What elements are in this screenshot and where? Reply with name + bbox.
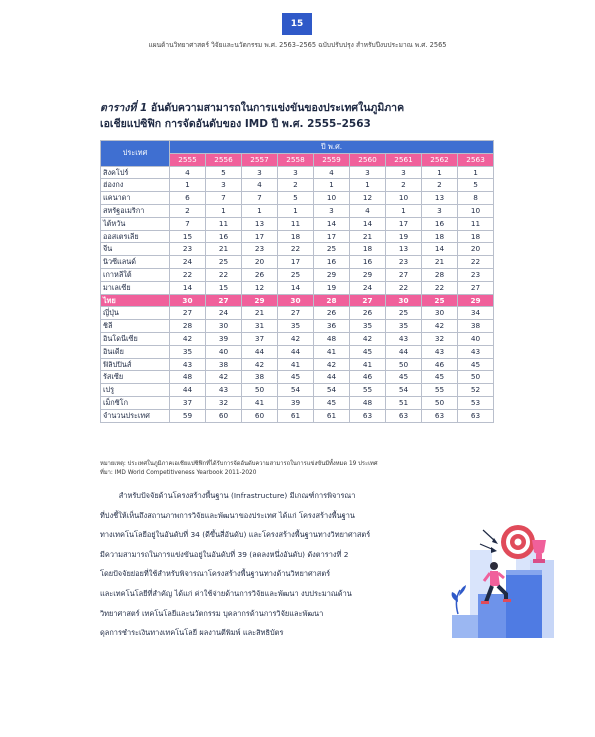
year-header: 2557 <box>242 153 278 166</box>
rank-cell: 26 <box>314 307 350 320</box>
rank-cell: 3 <box>278 166 314 179</box>
table-row <box>101 179 494 192</box>
table-row <box>101 217 494 230</box>
rank-cell: 27 <box>386 268 422 281</box>
rank-cell: 17 <box>314 230 350 243</box>
country-cell: อินโดนีเซีย <box>101 332 170 345</box>
rank-cell: 29 <box>242 294 278 307</box>
year-header: 2556 <box>206 153 242 166</box>
rank-cell: 27 <box>278 307 314 320</box>
rank-cell: 14 <box>422 243 458 256</box>
progress-illustration <box>450 490 560 638</box>
body-line: ที่บ่งชี้ให้เห็นถึงสถานภาพการวิจัยและพัฒนาของประเทศ ได้แก่ โครงสร้างพื้นฐาน <box>100 510 355 520</box>
rank-cell: 43 <box>170 358 206 371</box>
rank-cell: 23 <box>242 243 278 256</box>
rank-cell: 14 <box>350 217 386 230</box>
rank-cell: 38 <box>458 320 494 333</box>
body-line: สำหรับปัจจัยด้านโครงสร้างพื้นฐาน (Infrastructure) มีเกณฑ์การพิจารณา <box>100 491 356 500</box>
rank-cell: 1 <box>458 166 494 179</box>
rank-cell: 21 <box>350 230 386 243</box>
rank-cell: 22 <box>386 281 422 294</box>
table-row <box>101 230 494 243</box>
rank-cell: 61 <box>278 409 314 422</box>
rank-cell: 63 <box>350 409 386 422</box>
year-header: 2559 <box>314 153 350 166</box>
rank-cell: 23 <box>170 243 206 256</box>
step-side <box>506 570 542 575</box>
country-cell: ฟิลิปปินส์ <box>101 358 170 371</box>
rank-cell: 11 <box>458 217 494 230</box>
rank-cell: 35 <box>170 345 206 358</box>
rank-cell: 54 <box>278 384 314 397</box>
running-header: แผนด้านวิทยาศาสตร์ วิจัยและนวัตกรรม พ.ศ. 2563–2565 ฉบับปรับปรุง สำหรับปีงบประมาณ พ.ศ. 2565 <box>148 41 447 49</box>
table-row <box>101 166 494 179</box>
country-cell: จำนวนประเทศ <box>101 409 170 422</box>
country-cell: ออสเตรเลีย <box>101 230 170 243</box>
rank-cell: 12 <box>242 281 278 294</box>
rank-cell: 20 <box>242 256 278 269</box>
country-cell: ฮ่องกง <box>101 179 170 192</box>
rank-cell: 55 <box>422 384 458 397</box>
rank-cell: 44 <box>278 345 314 358</box>
rank-cell: 42 <box>422 320 458 333</box>
rank-cell: 24 <box>170 256 206 269</box>
rank-cell: 48 <box>350 396 386 409</box>
rank-cell: 10 <box>314 192 350 205</box>
rank-cell: 22 <box>206 268 242 281</box>
rank-cell: 1 <box>242 204 278 217</box>
rank-cell: 54 <box>386 384 422 397</box>
rank-cell: 25 <box>206 256 242 269</box>
rank-cell: 43 <box>386 332 422 345</box>
rank-cell: 1 <box>386 204 422 217</box>
rank-cell: 19 <box>314 281 350 294</box>
rank-cell: 3 <box>242 166 278 179</box>
rank-cell: 55 <box>350 384 386 397</box>
rank-cell: 18 <box>350 243 386 256</box>
table-row <box>101 294 494 307</box>
year-header: 2561 <box>386 153 422 166</box>
table-row <box>101 409 494 422</box>
rank-cell: 27 <box>170 307 206 320</box>
rank-cell: 53 <box>458 396 494 409</box>
rank-cell: 39 <box>278 396 314 409</box>
rank-cell: 38 <box>242 371 278 384</box>
rank-cell: 20 <box>458 243 494 256</box>
table-title-line1: อันดับความสามารถในการแข่งขันของประเทศในภูมิภาค <box>147 102 405 114</box>
rank-cell: 7 <box>206 192 242 205</box>
rank-cell: 42 <box>278 332 314 345</box>
rank-cell: 50 <box>458 371 494 384</box>
year-header: 2562 <box>422 153 458 166</box>
rank-cell: 2 <box>170 204 206 217</box>
rank-cell: 11 <box>206 217 242 230</box>
table-row <box>101 268 494 281</box>
rank-cell: 60 <box>242 409 278 422</box>
rank-cell: 24 <box>206 307 242 320</box>
rank-cell: 17 <box>278 256 314 269</box>
table-row <box>101 371 494 384</box>
rank-cell: 39 <box>206 332 242 345</box>
year-header: 2563 <box>458 153 494 166</box>
country-cell: สิงคโปร์ <box>101 166 170 179</box>
rank-cell: 48 <box>314 332 350 345</box>
rank-cell: 40 <box>206 345 242 358</box>
rank-cell: 32 <box>206 396 242 409</box>
table-title-line2: เอเชียแปซิฟิก การจัดอันดับของ IMD ปี พ.ศ. 2555–2563 <box>100 118 371 130</box>
year-header: 2560 <box>350 153 386 166</box>
rank-cell: 61 <box>314 409 350 422</box>
rank-cell: 41 <box>350 358 386 371</box>
rank-cell: 45 <box>350 345 386 358</box>
source-line: ที่มา: IMD World Competitiveness Yearbook 2011-2020 <box>100 470 257 476</box>
rank-cell: 3 <box>206 179 242 192</box>
rank-cell: 42 <box>170 332 206 345</box>
arrow-icon <box>491 547 497 553</box>
rank-cell: 5 <box>206 166 242 179</box>
rank-cell: 3 <box>386 166 422 179</box>
rank-cell: 28 <box>314 294 350 307</box>
rank-cell: 5 <box>458 179 494 192</box>
country-cell: ไต้หวัน <box>101 217 170 230</box>
rank-cell: 45 <box>386 371 422 384</box>
rank-cell: 3 <box>314 204 350 217</box>
rank-cell: 27 <box>206 294 242 307</box>
rank-cell: 35 <box>386 320 422 333</box>
rank-cell: 25 <box>386 307 422 320</box>
rank-cell: 42 <box>350 332 386 345</box>
country-cell: นิวซีแลนด์ <box>101 256 170 269</box>
rank-cell: 41 <box>314 345 350 358</box>
rank-cell: 50 <box>422 396 458 409</box>
rank-cell: 59 <box>170 409 206 422</box>
rank-cell: 4 <box>350 204 386 217</box>
table-label: ตารางที่ 1 <box>100 102 148 114</box>
rank-cell: 30 <box>422 307 458 320</box>
rank-cell: 43 <box>458 345 494 358</box>
rank-cell: 18 <box>422 230 458 243</box>
rank-cell: 8 <box>458 192 494 205</box>
rank-cell: 28 <box>170 320 206 333</box>
rank-cell: 10 <box>458 204 494 217</box>
rank-cell: 50 <box>386 358 422 371</box>
rank-cell: 44 <box>386 345 422 358</box>
table-notes <box>100 460 500 478</box>
rank-cell: 27 <box>458 281 494 294</box>
country-cell: รัสเซีย <box>101 371 170 384</box>
rank-cell: 32 <box>422 332 458 345</box>
rank-cell: 7 <box>170 217 206 230</box>
table-row <box>101 396 494 409</box>
rank-cell: 27 <box>350 294 386 307</box>
rank-cell: 5 <box>278 192 314 205</box>
country-cell: ชิลี <box>101 320 170 333</box>
rank-cell: 52 <box>458 384 494 397</box>
table-row <box>101 384 494 397</box>
table-row <box>101 243 494 256</box>
rank-cell: 22 <box>170 268 206 281</box>
rank-cell: 29 <box>458 294 494 307</box>
rank-cell: 36 <box>314 320 350 333</box>
table-row <box>101 345 494 358</box>
rank-cell: 22 <box>422 281 458 294</box>
table-title <box>100 100 520 132</box>
rank-cell: 31 <box>242 320 278 333</box>
rank-cell: 6 <box>170 192 206 205</box>
rank-cell: 25 <box>278 268 314 281</box>
rank-cell: 21 <box>206 243 242 256</box>
country-cell: สหรัฐอเมริกา <box>101 204 170 217</box>
table-row <box>101 320 494 333</box>
rank-cell: 1 <box>422 166 458 179</box>
rank-cell: 40 <box>458 332 494 345</box>
year-header: 2558 <box>278 153 314 166</box>
rank-cell: 41 <box>278 358 314 371</box>
rank-cell: 24 <box>350 281 386 294</box>
rank-cell: 19 <box>386 230 422 243</box>
table-row <box>101 307 494 320</box>
rank-cell: 21 <box>242 307 278 320</box>
rank-cell: 45 <box>422 371 458 384</box>
rank-cell: 35 <box>350 320 386 333</box>
rank-cell: 45 <box>314 396 350 409</box>
rank-cell: 43 <box>206 384 242 397</box>
rank-cell: 44 <box>170 384 206 397</box>
rank-cell: 7 <box>242 192 278 205</box>
rank-cell: 16 <box>422 217 458 230</box>
body-line: มีความสามารถในการแข่งขันอยู่ในอันดับที่ 39 (ลดลงหนึ่งอันดับ) ดังตารางที่ 2 <box>100 549 349 559</box>
country-cell: แคนาดา <box>101 192 170 205</box>
table-row <box>101 192 494 205</box>
table-row <box>101 204 494 217</box>
rank-cell: 42 <box>242 358 278 371</box>
country-cell: เกาหลีใต้ <box>101 268 170 281</box>
rank-cell: 21 <box>422 256 458 269</box>
rank-cell: 30 <box>278 294 314 307</box>
rank-cell: 41 <box>242 396 278 409</box>
step <box>506 570 542 638</box>
rank-cell: 13 <box>242 217 278 230</box>
rank-cell: 13 <box>386 243 422 256</box>
rank-cell: 26 <box>350 307 386 320</box>
rank-cell: 37 <box>170 396 206 409</box>
rank-cell: 42 <box>206 371 242 384</box>
body-paragraph <box>100 486 438 643</box>
rank-cell: 4 <box>170 166 206 179</box>
rank-cell: 48 <box>170 371 206 384</box>
table-row <box>101 256 494 269</box>
rank-cell: 22 <box>278 243 314 256</box>
rank-cell: 3 <box>350 166 386 179</box>
rank-cell: 44 <box>242 345 278 358</box>
table-row <box>101 332 494 345</box>
rank-cell: 29 <box>350 268 386 281</box>
country-cell: จีน <box>101 243 170 256</box>
country-cell: เปรู <box>101 384 170 397</box>
rank-cell: 16 <box>206 230 242 243</box>
rank-cell: 13 <box>422 192 458 205</box>
rank-cell: 28 <box>422 268 458 281</box>
rank-cell: 60 <box>206 409 242 422</box>
rank-cell: 45 <box>278 371 314 384</box>
rank-cell: 1 <box>206 204 242 217</box>
rank-cell: 10 <box>386 192 422 205</box>
rank-cell: 44 <box>314 371 350 384</box>
rank-cell: 43 <box>422 345 458 358</box>
rank-cell: 4 <box>242 179 278 192</box>
rank-cell: 17 <box>386 217 422 230</box>
table-row <box>101 358 494 371</box>
year-header: 2555 <box>170 153 206 166</box>
rank-cell: 50 <box>242 384 278 397</box>
rank-cell: 30 <box>386 294 422 307</box>
rank-cell: 63 <box>422 409 458 422</box>
rank-cell: 45 <box>458 358 494 371</box>
rank-cell: 25 <box>314 243 350 256</box>
page-number: 15 <box>282 13 312 35</box>
rank-cell: 25 <box>422 294 458 307</box>
rank-cell: 23 <box>458 268 494 281</box>
rank-cell: 42 <box>314 358 350 371</box>
note-line: หมายเหตุ: ประเทศในภูมิภาคเอเชียแปซิฟิกที่ได้รับการจัดอันดับความสามารถในการแข่งขันมีทั้งหมด 19 ประเทศ <box>100 461 378 467</box>
country-cell: มาเลเซีย <box>101 281 170 294</box>
rank-cell: 23 <box>386 256 422 269</box>
table-row <box>101 281 494 294</box>
body-line: ทางเทคโนโลยีอยู่ในอันดับที่ 34 (ดีขึ้นสี่อันดับ) และโครงสร้างพื้นฐานทางวิทยาศาสตร์ <box>100 530 371 540</box>
body-line: โดยปัจจัยย่อยที่ใช้สำหรับพิจารณาโครงสร้างพื้นฐานทางด้านวิทยาศาสตร์ <box>100 569 331 579</box>
rank-cell: 26 <box>242 268 278 281</box>
country-cell: อินเดีย <box>101 345 170 358</box>
rank-cell: 18 <box>278 230 314 243</box>
body-line: วิทยาศาสตร์ เทคโนโลยีและนวัตกรรม บุคลากรด้านการวิจัยและพัฒนา <box>100 608 324 618</box>
rank-cell: 15 <box>170 230 206 243</box>
rank-cell: 3 <box>422 204 458 217</box>
rank-cell: 14 <box>314 217 350 230</box>
rank-cell: 4 <box>314 166 350 179</box>
rank-cell: 14 <box>278 281 314 294</box>
rank-cell: 16 <box>314 256 350 269</box>
rank-cell: 38 <box>206 358 242 371</box>
body-line: และเทคโนโลยีที่สำคัญ ได้แก่ ค่าใช้จ่ายด้านการวิจัยและพัฒนา งบประมาณด้าน <box>100 588 352 598</box>
ranking-table <box>100 140 494 423</box>
country-cell: ญี่ปุ่น <box>101 307 170 320</box>
rank-cell: 2 <box>278 179 314 192</box>
rank-cell: 35 <box>278 320 314 333</box>
rank-cell: 46 <box>422 358 458 371</box>
rank-cell: 34 <box>458 307 494 320</box>
year-group-header: ปี พ.ศ. <box>170 141 494 154</box>
body-line: ดุลการชำระเงินทางเทคโนโลยี ผลงานตีพิมพ์ และสิทธิบัตร <box>100 628 284 638</box>
rank-cell: 46 <box>350 371 386 384</box>
rank-cell: 1 <box>278 204 314 217</box>
country-column-header: ประเทศ <box>101 141 170 167</box>
rank-cell: 54 <box>314 384 350 397</box>
rank-cell: 63 <box>458 409 494 422</box>
country-cell: เม็กซิโก <box>101 396 170 409</box>
rank-cell: 2 <box>386 179 422 192</box>
rank-cell: 11 <box>278 217 314 230</box>
rank-cell: 29 <box>314 268 350 281</box>
rank-cell: 37 <box>242 332 278 345</box>
rank-cell: 16 <box>350 256 386 269</box>
rank-cell: 1 <box>350 179 386 192</box>
rank-cell: 30 <box>170 294 206 307</box>
rank-cell: 12 <box>350 192 386 205</box>
rank-cell: 22 <box>458 256 494 269</box>
rank-cell: 2 <box>422 179 458 192</box>
rank-cell: 15 <box>206 281 242 294</box>
rank-cell: 63 <box>386 409 422 422</box>
rank-cell: 17 <box>242 230 278 243</box>
person-head <box>490 562 498 570</box>
rank-cell: 1 <box>314 179 350 192</box>
rank-cell: 14 <box>170 281 206 294</box>
rank-cell: 18 <box>458 230 494 243</box>
rank-cell: 30 <box>206 320 242 333</box>
country-cell: ไทย <box>101 294 170 307</box>
rank-cell: 51 <box>386 396 422 409</box>
rank-cell: 1 <box>170 179 206 192</box>
